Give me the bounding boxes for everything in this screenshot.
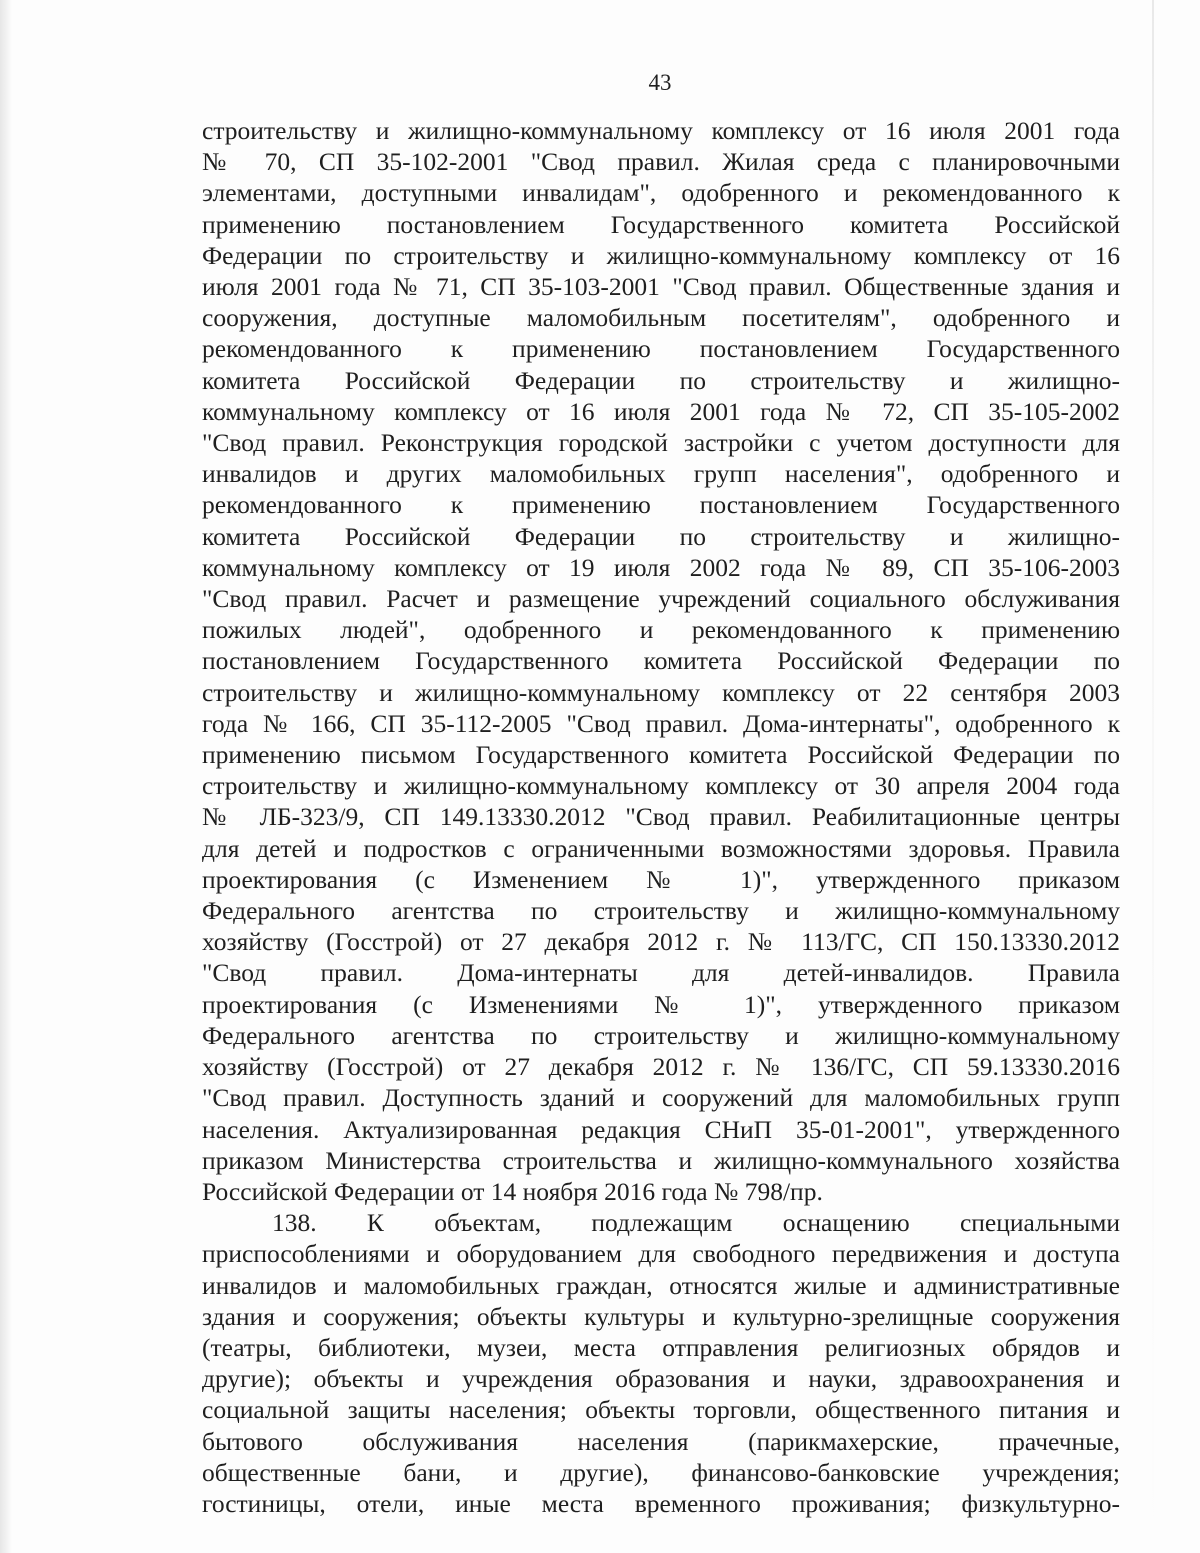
- text-line: строительству и жилищно-коммунальному комплексу от 30 апреля 2004 года: [202, 771, 1120, 801]
- text-line: коммунальному комплексу от 19 июля 2002 года № 89, СП 35-106-2003: [202, 552, 1120, 582]
- text-line: хозяйству (Госстрой) от 27 декабря 2012 г. № 136/ГС, СП 59.13330.2016: [202, 1052, 1120, 1082]
- text-line: приказом Министерства строительства и жилищно-коммунального хозяйства: [202, 1145, 1120, 1175]
- text-line: населения. Актуализированная редакция СНиП 35-01-2001", утвержденного: [202, 1114, 1120, 1144]
- document-body: [202, 115, 1120, 1519]
- text-line: № 70, СП 35-102-2001 "Свод правил. Жилая среда с планировочными: [202, 147, 1120, 177]
- text-line: для детей и подростков с ограниченными возможностями здоровья. Правила: [202, 833, 1120, 863]
- text-line: сооружения, доступные маломобильным посетителям", одобренного и: [202, 303, 1120, 333]
- paragraph-continuation: [202, 115, 1120, 1207]
- text-line: коммунальному комплексу от 16 июля 2001 года № 72, СП 35-105-2002: [202, 396, 1120, 426]
- scan-edge: [1152, 0, 1154, 1553]
- text-line: инвалидов и других маломобильных групп населения", одобренного и: [202, 459, 1120, 489]
- text-line: Федерального агентства по строительству и жилищно-коммунальному: [202, 1020, 1120, 1050]
- text-line: комитета Российской Федерации по строительству и жилищно-: [202, 365, 1120, 395]
- text-line: общественные бани, и другие), финансово-банковские учреждения;: [202, 1457, 1120, 1487]
- text-line: Российской Федерации от 14 ноября 2016 года № 798/пр.: [202, 1176, 823, 1206]
- text-line: рекомендованного к применению постановлением Государственного: [202, 334, 1120, 364]
- text-line: Федерального агентства по строительству и жилищно-коммунальному: [202, 896, 1120, 926]
- text-line: приспособлениями и оборудованием для свободного передвижения и доступа: [202, 1239, 1120, 1269]
- text-line: социальной защиты населения; объекты торговли, общественного питания и: [202, 1395, 1120, 1425]
- text-line: бытового обслуживания населения (парикмахерские, прачечные,: [202, 1426, 1120, 1456]
- paragraph-item-138: [202, 1207, 1120, 1519]
- text-line: строительству и жилищно-коммунальному комплексу от 22 сентября 2003: [202, 677, 1120, 707]
- text-line: 138. К объектам, подлежащим оснащению специальными: [272, 1208, 1120, 1238]
- text-line: применению письмом Государственного комитета Российской Федерации по: [202, 740, 1120, 770]
- text-line: проектирования (с Изменениями № 1)", утвержденного приказом: [202, 989, 1120, 1019]
- text-line: года № 166, СП 35-112-2005 "Свод правил. Дома-интернаты", одобренного к: [202, 708, 1120, 738]
- text-line: "Свод правил. Расчет и размещение учреждений социального обслуживания: [202, 584, 1120, 614]
- page-number: 43: [648, 70, 672, 95]
- text-line: "Свод правил. Реконструкция городской застройки с учетом доступности для: [202, 428, 1120, 458]
- text-line: другие); объекты и учреждения образования и науки, здравоохранения и: [202, 1364, 1120, 1394]
- text-line: "Свод правил. Доступность зданий и сооружений для маломобильных групп: [202, 1083, 1120, 1113]
- text-line: постановлением Государственного комитета Российской Федерации по: [202, 646, 1120, 676]
- text-line: пожилых людей", одобренного и рекомендованного к применению: [202, 615, 1120, 645]
- text-line: июля 2001 года № 71, СП 35-103-2001 "Свод правил. Общественные здания и: [202, 272, 1120, 302]
- text-line: № ЛБ-323/9, СП 149.13330.2012 "Свод правил. Реабилитационные центры: [202, 802, 1120, 832]
- text-line: проектирования (с Изменением № 1)", утвержденного приказом: [202, 864, 1120, 894]
- text-line: строительству и жилищно-коммунальному комплексу от 16 июля 2001 года: [202, 116, 1120, 145]
- text-line: здания и сооружения; объекты культуры и культурно-зрелищные сооружения: [202, 1301, 1120, 1331]
- text-line: инвалидов и маломобильных граждан, относятся жилые и административные: [202, 1270, 1120, 1300]
- text-line: гостиницы, отели, иные места временного проживания; физкультурно-: [202, 1488, 1120, 1518]
- text-line: применению постановлением Государственного комитета Российской: [202, 209, 1120, 239]
- text-line: (театры, библиотеки, музеи, места отправления религиозных обрядов и: [202, 1332, 1120, 1362]
- text-line: Федерации по строительству и жилищно-коммунальному комплексу от 16: [202, 240, 1120, 270]
- text-line: элементами, доступными инвалидам", одобренного и рекомендованного к: [202, 178, 1120, 208]
- text-line: хозяйству (Госстрой) от 27 декабря 2012 г. № 113/ГС, СП 150.13330.2012: [202, 927, 1120, 957]
- text-line: рекомендованного к применению постановлением Государственного: [202, 490, 1120, 520]
- text-line: "Свод правил. Дома-интернаты для детей-инвалидов. Правила: [202, 958, 1120, 988]
- text-line: комитета Российской Федерации по строительству и жилищно-: [202, 521, 1120, 551]
